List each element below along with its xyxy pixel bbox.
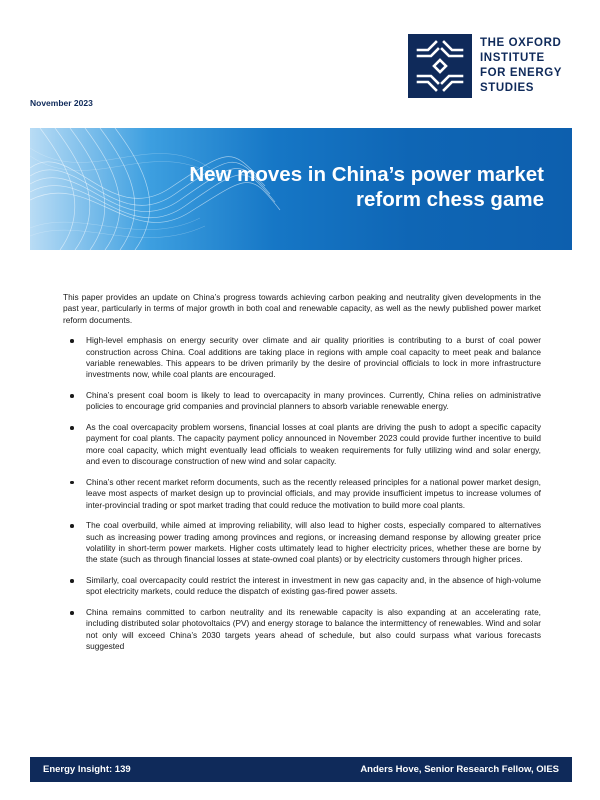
list-item: The coal overbuild, while aimed at improving reliability, will also lead to higher costs, especially compared to alternatives such as increasing power trading among provinces and regions, or increasing demand response by allowing greater price volatility in short-term power markets. Higher costs ultimately lead to higher electricity prices, whether these are borne by the state (such as through financial losses at state-owned coal plants) or by electricity customers through higher prices. xyxy=(63,520,541,566)
intro-paragraph: This paper provides an update on China’s progress towards achieving carbon peaking and neutrality given developments in the past year, particularly in terms of major growth in both coal and renewable capacity, as well as the newly published power market reform documents. xyxy=(63,292,541,325)
oies-logo-wordmark xyxy=(480,36,562,96)
list-item: China’s other recent market reform documents, such as the recently released principles for a national power market design, leave most aspects of market design up to provincial officials, and may provide insufficient impetus to increase volumes of inter-provincial trading or spot market trading that could reduce the motivation to build more coal plants. xyxy=(63,477,541,511)
footer-bar xyxy=(30,757,572,782)
logo-line-3: FOR ENERGY xyxy=(480,67,563,79)
document-body xyxy=(63,292,541,662)
title-banner xyxy=(30,128,572,250)
list-item: China remains committed to carbon neutrality and its renewable capacity is also expanding at an accelerating rate, including distributed solar photovoltaics (PV) and energy storage to balance the intermittency of renewables. Wind and solar not only will exceed China’s 2030 targets years ahead of schedule, but also could surpass what various forecasts suggested xyxy=(63,607,541,653)
oies-logo xyxy=(408,34,562,98)
document-title: New moves in China’s power market reform chess game xyxy=(189,163,544,211)
logo-line-2: INSTITUTE xyxy=(480,52,545,64)
author-label: Anders Hove, Senior Research Fellow, OIES xyxy=(360,764,559,775)
list-item: As the coal overcapacity problem worsens, financial losses at coal plants are driving the push to adopt a specific capacity payment for coal plants. The capacity payment policy announced in November 2023 could provide further incentive to build more coal capacity, which might eventually lead officials to weaken requirements for fully utilizing wind and solar energy, and even to discourage construction of new wind and solar capacity. xyxy=(63,422,541,468)
list-item: High-level emphasis on energy security over climate and air quality priorities is contributing to a burst of coal power construction across China. Coal additions are taking place in regions with ample coal capacity to meet peak and balance variable renewables. This appears to be driven primarily by the desire of provincial officials to lock in more infrastructure investments now, while coal plants are encouraged. xyxy=(63,335,541,381)
list-item: Similarly, coal overcapacity could restrict the interest in investment in new gas capacity and, in the absence of high-volume spot electricity markets, could reduce the dispatch of existing gas-fired power assets. xyxy=(63,575,541,598)
list-item: China’s present coal boom is likely to lead to overcapacity in many provinces. Currently, China relies on administrative policies to encourage grid companies and provincial planners to absorb variable renewable energy. xyxy=(63,390,541,413)
series-label: Energy Insight: 139 xyxy=(43,764,131,775)
key-points-list xyxy=(63,335,541,652)
logo-line-1: THE OXFORD xyxy=(480,37,562,49)
logo-line-4: STUDIES xyxy=(480,82,535,94)
publication-date: November 2023 xyxy=(30,98,93,108)
oies-logo-mark-icon xyxy=(408,34,472,98)
